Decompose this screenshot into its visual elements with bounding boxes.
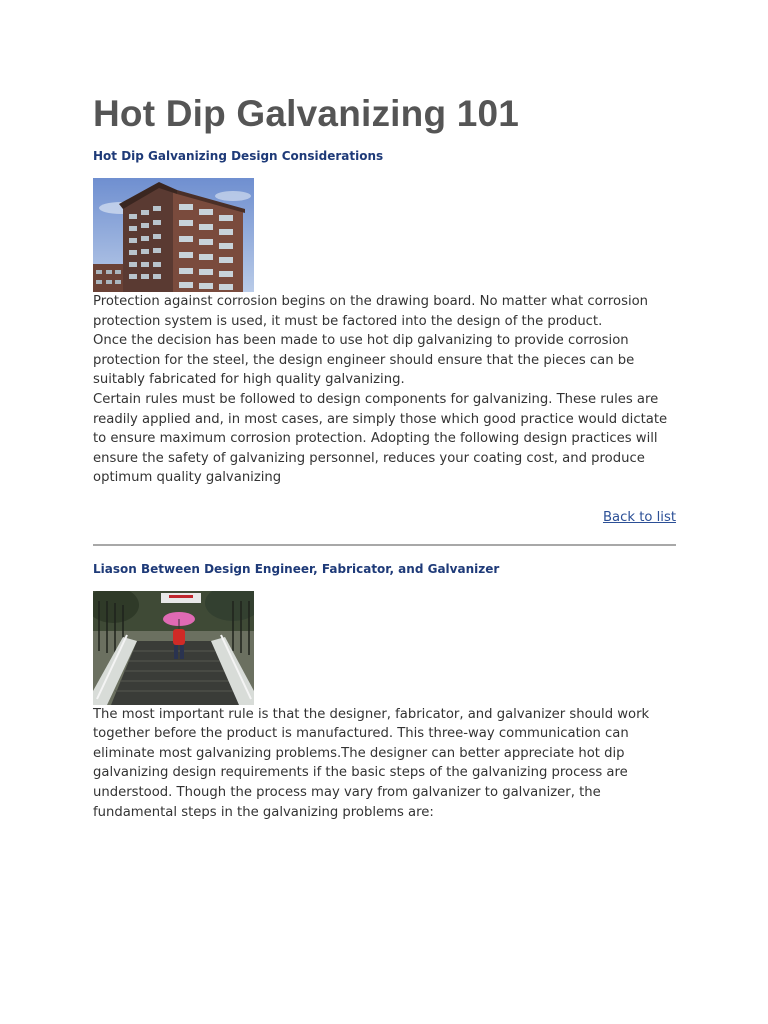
section-heading-liaison: Liason Between Design Engineer, Fabricator, and Galvanizer xyxy=(93,561,500,576)
paragraph: Protection against corrosion begins on the drawing board. No matter what corrosion protection system is used, it must be factored into the design of the product. xyxy=(93,294,649,329)
stairway-photo xyxy=(93,591,254,705)
back-to-list-link[interactable]: Back to list xyxy=(602,509,676,525)
article xyxy=(93,92,676,822)
paragraph: The most important rule is that the designer, fabricator, and galvanizer should work together before the product is manufactured. This three-way communication can eliminate most galvanizing problems.The designer can better appreciate hot dip galvanizing design requirements if the basic steps of the galvanizing process are understood. Though the process may vary from galvanizer to galvanizer, the fundamental steps in the galvanizing problems are: xyxy=(93,706,650,820)
back-link-row xyxy=(93,506,676,528)
section-heading-design-considerations: Hot Dip Galvanizing Design Considerations xyxy=(93,149,384,163)
building-photo xyxy=(93,178,254,292)
page-title: Hot Dip Galvanizing 101 xyxy=(93,93,520,134)
section-divider xyxy=(93,544,676,546)
paragraph: Certain rules must be followed to design components for galvanizing. These rules are readily applied and, in most cases, are simply those which good practice would dictate to ensure maximum corrosion protection. Adopting the following design practices will ensure the safety of galvanizing personnel, reduces your coating cost, and produce optimum quality galvanizing xyxy=(93,391,668,486)
paragraph: Once the decision has been made to use hot dip galvanizing to provide corrosion protection for the steel, the design engineer should ensure that the pieces can be suitably fabricated for high quality galvanizing. xyxy=(93,333,635,388)
